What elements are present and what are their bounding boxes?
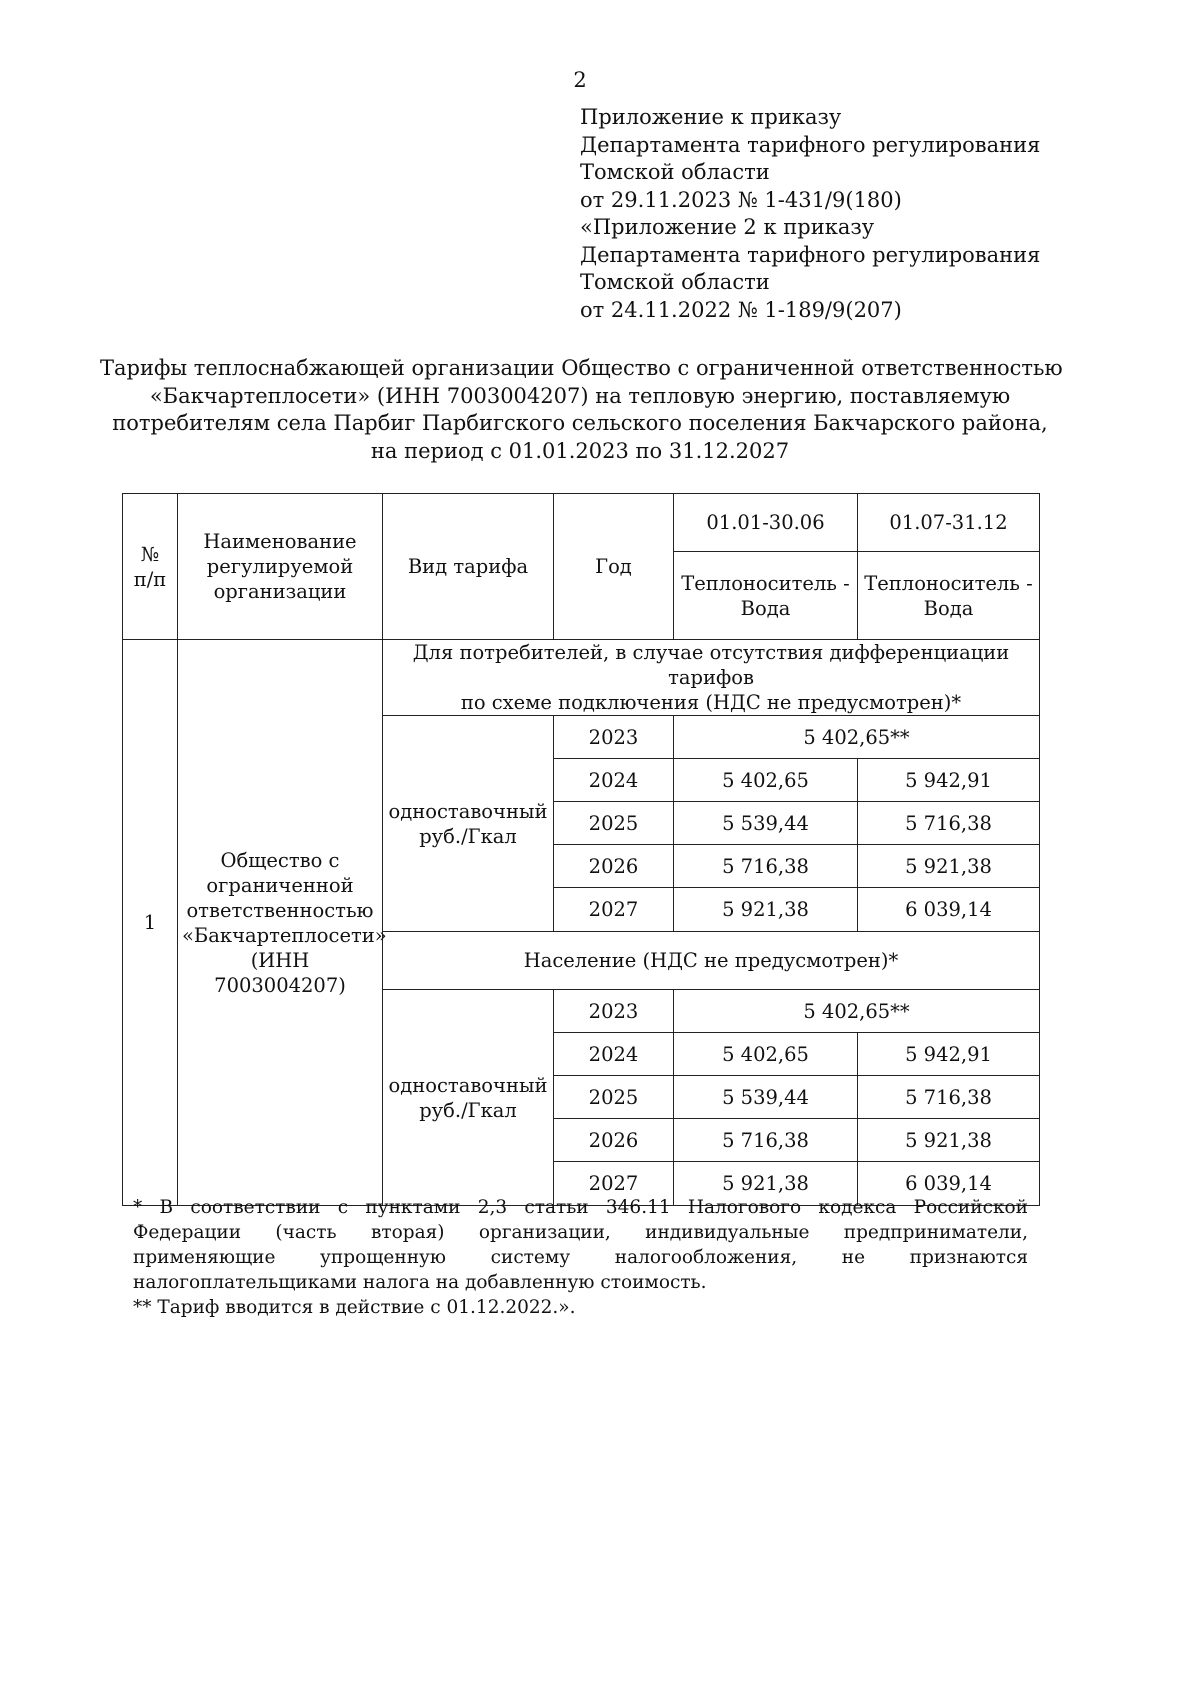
footnotes [133,1195,1028,1320]
tariff-type-line: одноставочный [388,799,548,823]
value-cell: 5 402,65 [674,1033,858,1076]
org-name-line: ограниченной [206,873,354,897]
group-heading [383,640,1040,716]
page-number: 2 [573,68,587,92]
header-row [123,494,1040,552]
value-cell: 5 402,65 [674,759,858,802]
group-heading: Население (НДС не предусмотрен)* [383,932,1040,990]
appendix-line: от 24.11.2022 № 1-189/9(207) [580,297,902,322]
value-cell: 5 539,44 [674,802,858,845]
tariff-type [383,990,554,1206]
value-cell: 5 921,38 [674,1162,858,1206]
year-cell: 2025 [554,1076,674,1119]
title-line: «Бакчартеплосети» (ИНН 7003004207) на тепловую энергию, поставляемую [149,383,1011,408]
header-org-line: Наименование [203,530,357,553]
header-org-line: регулируемой [206,555,354,578]
value-cell: 5 942,91 [858,759,1040,802]
appendix-line: Томской области [580,160,770,184]
title-line: на период с 01.01.2023 по 31.12.2027 [370,438,790,463]
appendix-line: Приложение к приказу [580,105,842,129]
header-num-cell [123,494,178,640]
value-cell: 5 942,91 [858,1033,1040,1076]
year-cell: 2025 [554,802,674,845]
value-cell: 6 039,14 [858,1162,1040,1206]
year-cell: 2027 [554,1162,674,1206]
tariff-type-line: руб./Гкал [419,1098,517,1122]
header-year: Год [554,494,674,640]
title-line: Тарифы теплоснабжающей организации Общество с ограниченной ответственностью [100,356,1063,380]
row-number: 1 [123,640,178,1206]
document-title [100,355,1063,465]
footnote: ** Тариф вводится в действие с 01.12.2022.». [133,1297,576,1318]
org-name-line: (ИНН 7003004207) [214,948,346,997]
appendix-line: Департамента тарифного регулирования [580,242,1041,267]
header-carrier-line: Теплоноситель - [864,571,1033,595]
organization-name [178,640,387,1206]
header-carrier-line: Вода [740,596,791,620]
header-org-line: организации [213,580,347,603]
year-cell: 2024 [554,1033,674,1076]
value-cell: 6 039,14 [858,888,1040,932]
tariff-type-line: одноставочный [388,1073,548,1097]
value-cell: 5 716,38 [674,1119,858,1162]
value-cell: 5 716,38 [858,1076,1040,1119]
org-name-line: «Бакчартеплосети» [182,923,387,947]
org-name-line: ответственностью [186,898,374,922]
value-cell: 5 716,38 [674,845,858,888]
tariff-type-line: руб./Гкал [419,824,517,848]
group-heading-line: Для потребителей, в случае отсутствия дифференциации тарифов [412,641,1010,689]
year-cell: 2026 [554,845,674,888]
header-num-line: п/п [133,567,167,591]
merged-value-cell: 5 402,65** [674,990,1040,1033]
value-cell: 5 539,44 [674,1076,858,1119]
appendix-line: Департамента тарифного регулирования [580,132,1041,157]
year-cell: 2023 [554,990,674,1033]
appendix-reference [580,104,1040,324]
tariff-type [383,716,554,932]
header-tariff-type: Вид тарифа [383,494,554,640]
year-cell: 2027 [554,888,674,932]
appendix-line: Томской области [580,270,770,294]
header-period-1: 01.01-30.06 [674,494,858,552]
year-cell: 2026 [554,1119,674,1162]
header-carrier-line: Теплоноситель - [681,571,850,595]
appendix-line: «Приложение 2 к приказу [580,215,875,239]
header-carrier-line: Вода [923,596,974,620]
header-carrier-1 [674,552,858,640]
header-period-2: 01.07-31.12 [858,494,1040,552]
group-heading-row [123,640,1040,716]
group-heading-line: по схеме подключения (НДС не предусмотрен)* [460,691,962,714]
year-cell: 2024 [554,759,674,802]
value-cell: 5 921,38 [858,1119,1040,1162]
org-name-line: Общество с [220,848,340,872]
value-cell: 5 921,38 [674,888,858,932]
header-carrier-2 [858,552,1040,640]
appendix-line: от 29.11.2023 № 1-431/9(180) [580,187,902,212]
value-cell: 5 716,38 [858,802,1040,845]
year-cell: 2023 [554,716,674,759]
tariff-table [122,493,1040,1206]
merged-value-cell: 5 402,65** [674,716,1040,759]
title-line: потребителям села Парбиг Парбигского сельского поселения Бакчарского района, [112,411,1048,435]
header-num-line: № [140,542,160,566]
value-cell: 5 921,38 [858,845,1040,888]
footnote: * В соответствии с пунктами 2,3 статьи 346.11 Налогового кодекса Российской Федерации (часть вторая) организации, индивидуальные предприниматели, применяющие упрощенную систему налогообложения, не признаются налогоплательщиками налога на добавленную стоимость. [133,1197,1028,1293]
header-org-cell [178,494,383,640]
